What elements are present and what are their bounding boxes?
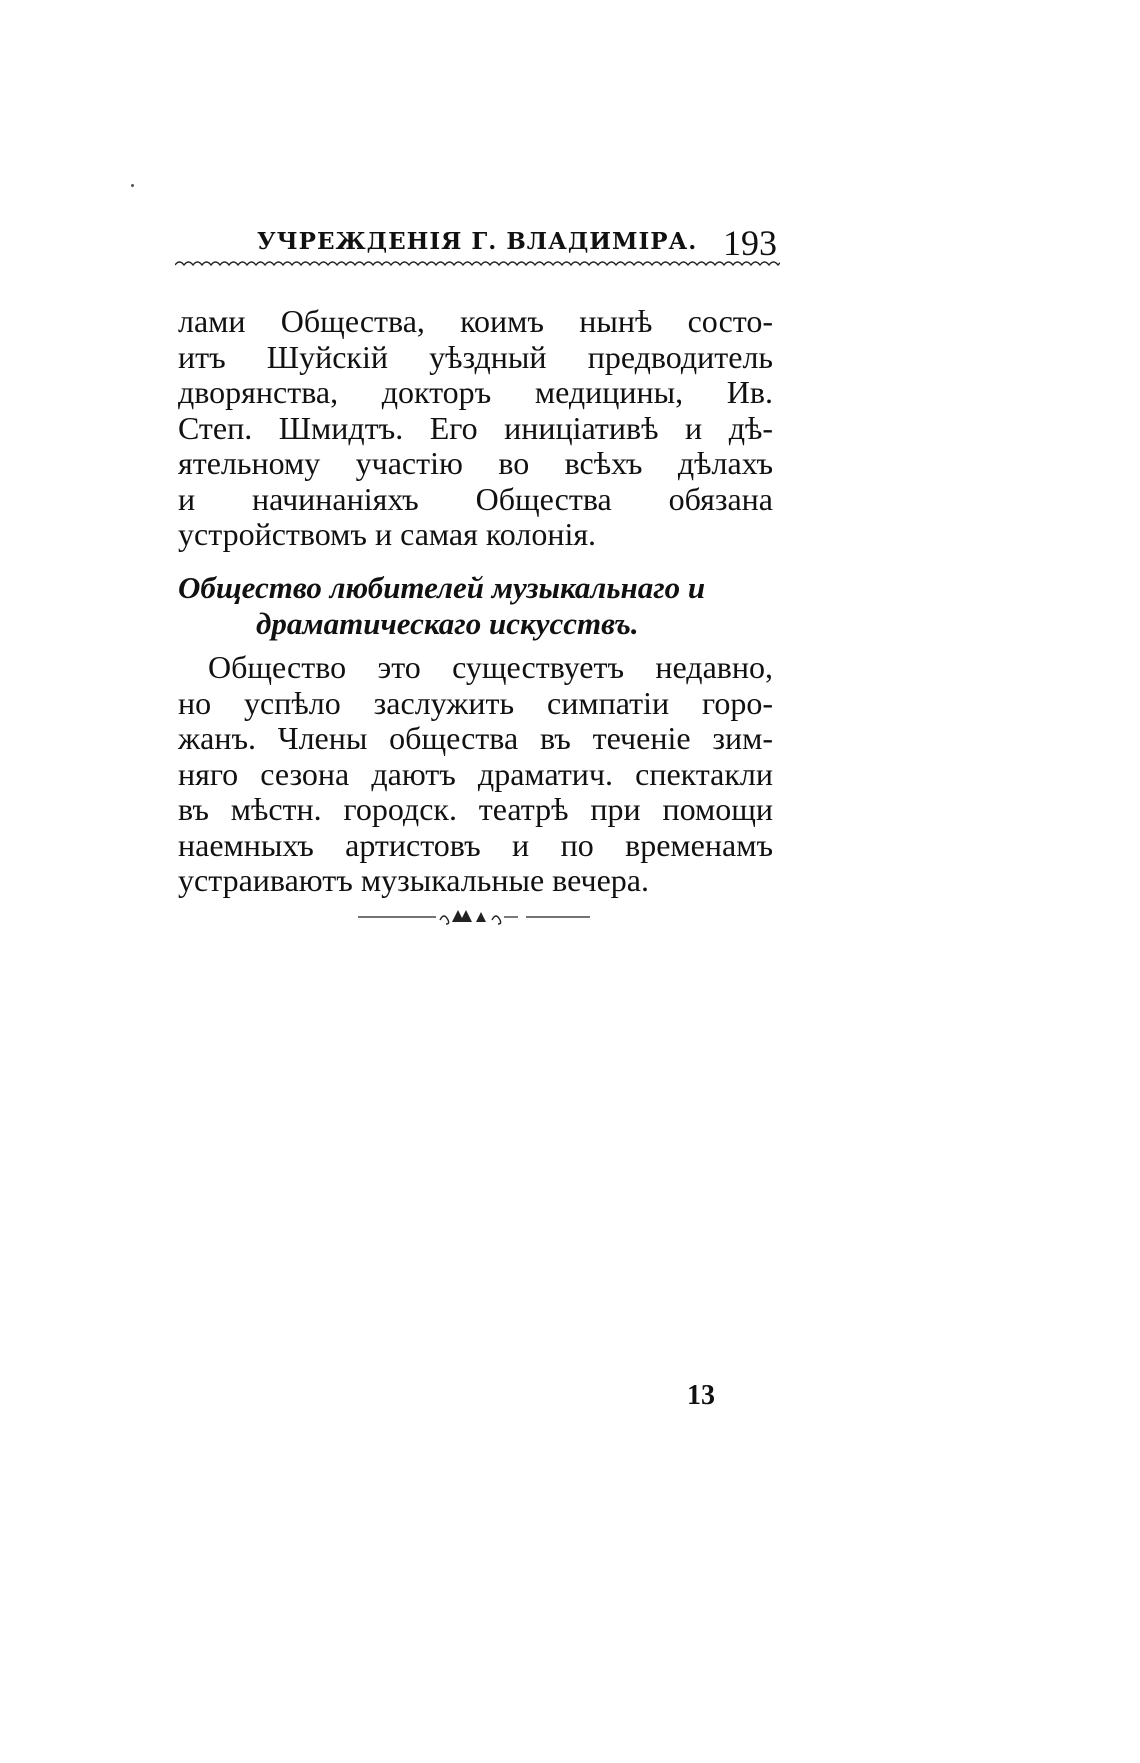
text-line: лами Общества, коимъ нынѣ состо-	[178, 303, 773, 339]
running-title: УЧРЕЖДЕНІЯ Г. ВЛАДИМІРА.	[257, 228, 698, 255]
signature-mark: 13	[687, 1380, 715, 1411]
paragraph-society	[178, 650, 773, 899]
text-line: въ мѣстн. городск. театрѣ при помощи	[178, 791, 773, 827]
wavy-header-rule	[175, 258, 780, 272]
section-heading-line-2: драматическаго искусствъ.	[256, 606, 639, 641]
end-ornament-icon	[358, 904, 590, 928]
page-header	[257, 222, 777, 262]
paragraph-colony	[178, 304, 773, 553]
text-line: Степ. Шмидтъ. Его иниціативѣ и дѣ-	[178, 409, 773, 446]
text-line: итъ Шуйскій уѣздный предводитель	[178, 338, 773, 375]
page-number: 193	[723, 223, 777, 263]
text-line: ятельному участію во всѣхъ дѣлахъ	[178, 445, 773, 481]
text-line: и начинаніяхъ Общества обязана	[178, 480, 773, 517]
text-line: дворянства, докторъ медицины, Ив.	[178, 374, 773, 410]
paper-speck	[131, 184, 134, 187]
text-line: устройствомъ и самая колонія.	[178, 516, 597, 552]
text-line: наемныхъ артистовъ и по временамъ	[178, 826, 773, 863]
text-line: Общество это существуетъ недавно,	[208, 649, 773, 685]
text-line: но успѣло заслужить симпатіи горо-	[178, 684, 773, 721]
text-line: устраиваютъ музыкальные вечера.	[178, 862, 649, 898]
section-heading	[178, 570, 778, 642]
text-line: жанъ. Члены общества въ теченіе зим-	[178, 720, 773, 756]
text-line: няго сезона даютъ драматич. спектакли	[178, 755, 773, 792]
section-heading-line-1: Общество любителей музыкальнаго и	[178, 570, 706, 605]
